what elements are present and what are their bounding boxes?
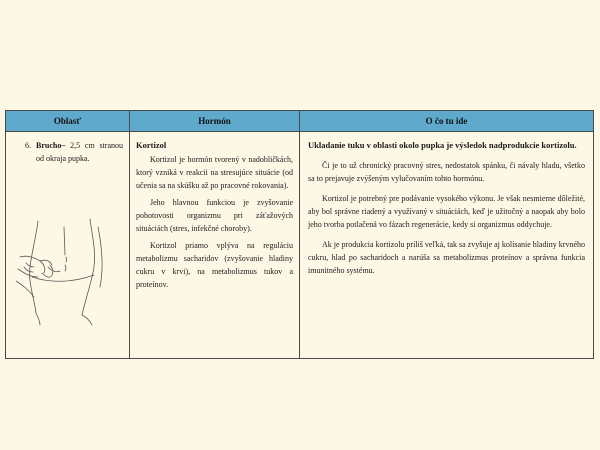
area-description: 2,5 cm stranou od okraja pupka. [36, 141, 124, 163]
hormone-table [5, 110, 594, 359]
hormone-paragraph: Kortizol priamo vplýva na reguláciu metabolizmu sacharidov (zvyšovanie hladiny cukru v krvi), na metabolizmus tukov a proteínov. [136, 241, 293, 289]
about-paragraph: Či je to už chronický pracovný stres, nedostatok spánku, či návaly hladu, všetko sa to prejavuje zvýšeným vylučovaním tohto hormónu. [308, 161, 585, 183]
about-paragraph: Ak je produkcia kortizolu príliš veľká, tak sa zvyšuje aj kolísanie hladiny krvného cukru, hlad po sacharidoch a narúša sa metabolizmus proteínov a správna funkcia imunitného systému. [308, 240, 585, 275]
area-text [26, 139, 123, 165]
area-cell [6, 132, 129, 358]
row-number: 6. [25, 141, 31, 150]
table-header [6, 111, 593, 132]
abdomen-pinch-illustration-icon [16, 217, 106, 327]
table-row [6, 132, 593, 358]
about-paragraph: Kortizol je potrebný pre podávanie vysokého výkonu. Je však nesmierne dôležité, aby bol správne riadený a využívaný v situáciách, keď je užitočný a naopak aby bolo jeho tvorba potlačená vo fázach regenerácie, kedy si organizmus oddychuje. [308, 194, 585, 229]
header-about: O čo tu ide [299, 111, 593, 131]
hormone-name: Kortizol [136, 140, 167, 150]
about-cell [299, 132, 593, 358]
hormone-paragraph: Kortizol je hormón tvorený v nadobličkách, ktorý vzniká v reakcii na stresujúce situácie (od učenia sa na skúšku až po pracovné rokovania). [136, 155, 293, 190]
about-lead: Ukladanie tuku v oblasti okolo pupka je výsledok nadprodukcie kortizolu. [308, 140, 577, 150]
header-area: Oblasť [53, 116, 82, 126]
area-name: Brucho– [36, 141, 66, 150]
hormone-cell [129, 132, 299, 358]
hormone-paragraph: Jeho hlavnou funkciou je zvyšovanie pohotovosti organizmu pri záťažových situáciách (stres, infekčné choroby). [136, 198, 293, 233]
header-hormone: Hormón [129, 111, 299, 131]
